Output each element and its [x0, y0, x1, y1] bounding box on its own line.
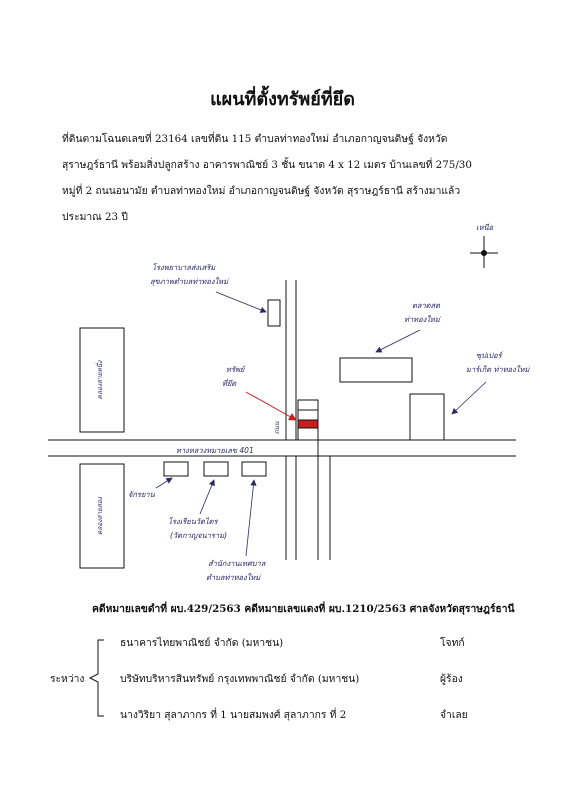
- supermarket-label-1: ซุปเปอร์: [476, 351, 502, 360]
- compass-center-icon: [481, 250, 487, 256]
- description-line-3: หมู่ที่ 2 ถนนอนามัย ตำบลท่าทองใหม่ อำเภอกาญจนดิษฐ์ จังหวัด สุราษฎร์ธานี สร้างมาแล้ว: [62, 185, 461, 197]
- seized-building-lower: [298, 428, 318, 440]
- seized-label-1: ทรัพย์: [226, 365, 245, 374]
- seized-arrow: [246, 392, 296, 420]
- bicycle-shop-label: จักรยาน: [128, 490, 155, 499]
- description-line-2: สุราษฎร์ธานี พร้อมสิ่งปลูกสร้าง อาคารพาณิชย์ 3 ชั้น ขนาด 4 x 12 เมตร บ้านเลขที่ 275/30: [62, 159, 472, 171]
- office-arrow: [246, 480, 254, 556]
- health-center-box: [268, 300, 280, 326]
- health-center-label-1: โรงพยาบาลส่งเสริม: [152, 263, 216, 272]
- party-3-name: นางวิริยา สุลาภากร ที่ 1 นายสมพงศ์ สุลาภากร ที่ 2: [120, 709, 347, 721]
- party-1-name: ธนาคารไทยพาณิชย์ จำกัด (มหาชน): [120, 637, 284, 649]
- market-arrow: [376, 330, 420, 352]
- office-label-1: สำนักงานเทศบาล: [208, 559, 266, 568]
- health-center-arrow: [216, 292, 266, 312]
- school-label-2: (วัดกาญจนาราม): [170, 531, 227, 540]
- north-label: เหนือ: [476, 223, 494, 232]
- between-label: ระหว่าง: [50, 673, 85, 685]
- party-2-role: ผู้ร้อง: [440, 673, 463, 685]
- left-road-bottom-label: คลองสายสอง: [96, 497, 104, 535]
- side-road-label: ถนน: [273, 421, 281, 435]
- party-2-name: บริษัทบริหารสินทรัพย์ กรุงเทพพาณิชย์ จำกัด (มหาชน): [120, 673, 360, 685]
- bicycle-shop-box: [164, 462, 188, 476]
- seized-building-upper: [298, 400, 318, 410]
- party-3-role: จำเลย: [440, 709, 468, 721]
- description-line-4: ประมาณ 23 ปี: [62, 211, 128, 223]
- supermarket-arrow: [452, 382, 486, 414]
- school-arrow: [200, 480, 214, 514]
- party-1-role: โจทก์: [440, 637, 465, 649]
- seized-building-middle: [298, 410, 318, 420]
- north-compass: [470, 223, 498, 268]
- municipal-office-box: [242, 462, 266, 476]
- office-label-2: ตำบลท่าทองใหม่: [206, 573, 261, 582]
- market-label-1: ตลาดสด: [412, 301, 440, 310]
- school-label-1: โรงเรียนวัดไตร: [168, 517, 218, 526]
- supermarket-label-2: มาร์เก็ต ท่าทองใหม่: [466, 365, 530, 374]
- left-road-top-label: คลองสายหนึ่ง: [96, 360, 104, 400]
- school-box: [204, 462, 228, 476]
- seized-label-2: ที่ยึด: [222, 379, 237, 388]
- bicycle-shop-arrow: [156, 478, 172, 488]
- market-label-2: ท่าทองใหม่: [404, 315, 440, 324]
- market-box: [340, 358, 412, 382]
- highway-label: ทางหลวงหมายเลข 401: [176, 446, 254, 455]
- seized-property-marker: [298, 420, 318, 428]
- party-brace: [86, 636, 106, 720]
- case-number-line: คดีหมายเลขดำที่ ผบ.429/2563 คดีหมายเลขแดงที่ ผบ.1210/2563 ศาลจังหวัดสุราษฎร์ธานี: [92, 603, 515, 615]
- supermarket-box: [410, 394, 444, 440]
- health-center-label-2: สุขภาพตำบลท่าทองใหม่: [150, 277, 229, 286]
- page-title: แผนที่ตั้งทรัพย์ที่ยึด: [210, 89, 355, 110]
- description-line-1: ที่ดินตามโฉนดเลขที่ 23164 เลขที่ดิน 115 ตำบลท่าทองใหม่ อำเภอกาญจนดิษฐ์ จังหวัด: [62, 133, 448, 145]
